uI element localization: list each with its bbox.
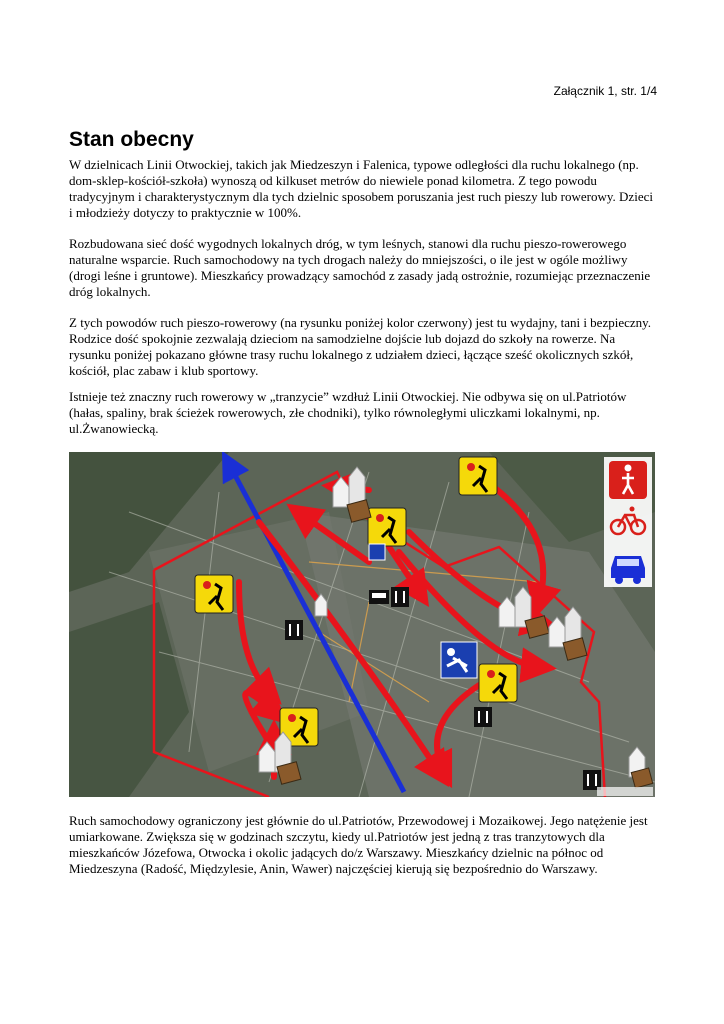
paragraph-4: Istnieje też znaczny ruch rowerowy w „tranzycie” wzdłuż Linii Otwockiej. Nie odbywa się on ul.Patriotów (hałas, spaliny, brak ścieżek rowerowych, złe chodniki), tylko równoległymi uliczkami lokalnymi, np. ul.Żwanowiecką. xyxy=(69,389,627,436)
paragraph-3: Z tych powodów ruch pieszo-rowerowy (na rysunku poniżej kolor czerwony) jest tu wydajny, tani i bezpieczny. Rodzice dość spokojnie zezwalają dzieciom na samodzielne dojście lub dojazd do szkoły na rowerze. Na rysunku poniżej pokazano główne trasy ruchu lokalnego z udziałem dzieci, łączące sześć okolicznych szkół, kościół, plac zabaw i klub sportowy. xyxy=(69,315,652,378)
restaurant-icon xyxy=(474,707,492,727)
paragraph-1: W dzielnicach Linii Otwockiej, takich jak Miedzeszyn i Falenica, typowe odległości dla ruchu lokalnego (np. dom-sklep-kościół-szkoła) wynoszą od kilkuset metrów do niewiele ponad kilometra. Z tego powodu tradycyjnym i charakterystycznym dla tych dzielnic sposobem poruszania jest ruch pieszy lub rowerowy. Dzieci i młodzieży dotyczy to praktycznie w 100%. xyxy=(69,157,653,220)
paragraph-5: Ruch samochodowy ograniczony jest głównie do ul.Patriotów, Przewodowej i Mozaikowej. Jego natężenie jest umiarkowane. Zwiększa się w godzinach szczytu, kiedy ul.Patriotów jest jedną z tras tranzytowych dla mieszkańców Józefowa, Otwocka i okolic jadących do/z Warszawy. Mieszkańcy dzielnic na północ od Miedzeszyna (Radość, Międzylesie, Anin, Wawer) najczęściej kierują się bezpośrednio do Warszawy. xyxy=(69,813,648,876)
map-attribution xyxy=(597,787,653,796)
bus-icon xyxy=(369,590,389,604)
restaurant-icon xyxy=(285,620,303,640)
sports-club-icon xyxy=(441,642,477,678)
restaurant-icon xyxy=(391,587,409,607)
school-sign-icon xyxy=(195,575,233,613)
page-reference: Załącznik 1, str. 1/4 xyxy=(553,84,657,98)
map-legend xyxy=(604,457,652,587)
traffic-map-svg xyxy=(69,452,655,797)
school-sign-icon xyxy=(368,508,406,546)
traffic-map xyxy=(69,452,655,797)
playground-icon xyxy=(369,544,385,560)
school-sign-icon xyxy=(459,457,497,495)
school-sign-icon xyxy=(479,664,517,702)
pedestrian-sign-icon xyxy=(609,461,647,499)
page-title: Stan obecny xyxy=(69,128,194,151)
paragraph-2: Rozbudowana sieć dość wygodnych lokalnych dróg, w tym leśnych, stanowi dla ruchu pieszo-rowerowego naturalne wsparcie. Ruch samochodowy na tych drogach należy do mniejszości, o ile jest w ogóle możliwy (drogi leśne i gruntowe). Mieszkańcy prowadzący samochód z zasady jadą ostrożnie, rozumiejąc przeznaczenie dróg lokalnych. xyxy=(69,236,651,299)
